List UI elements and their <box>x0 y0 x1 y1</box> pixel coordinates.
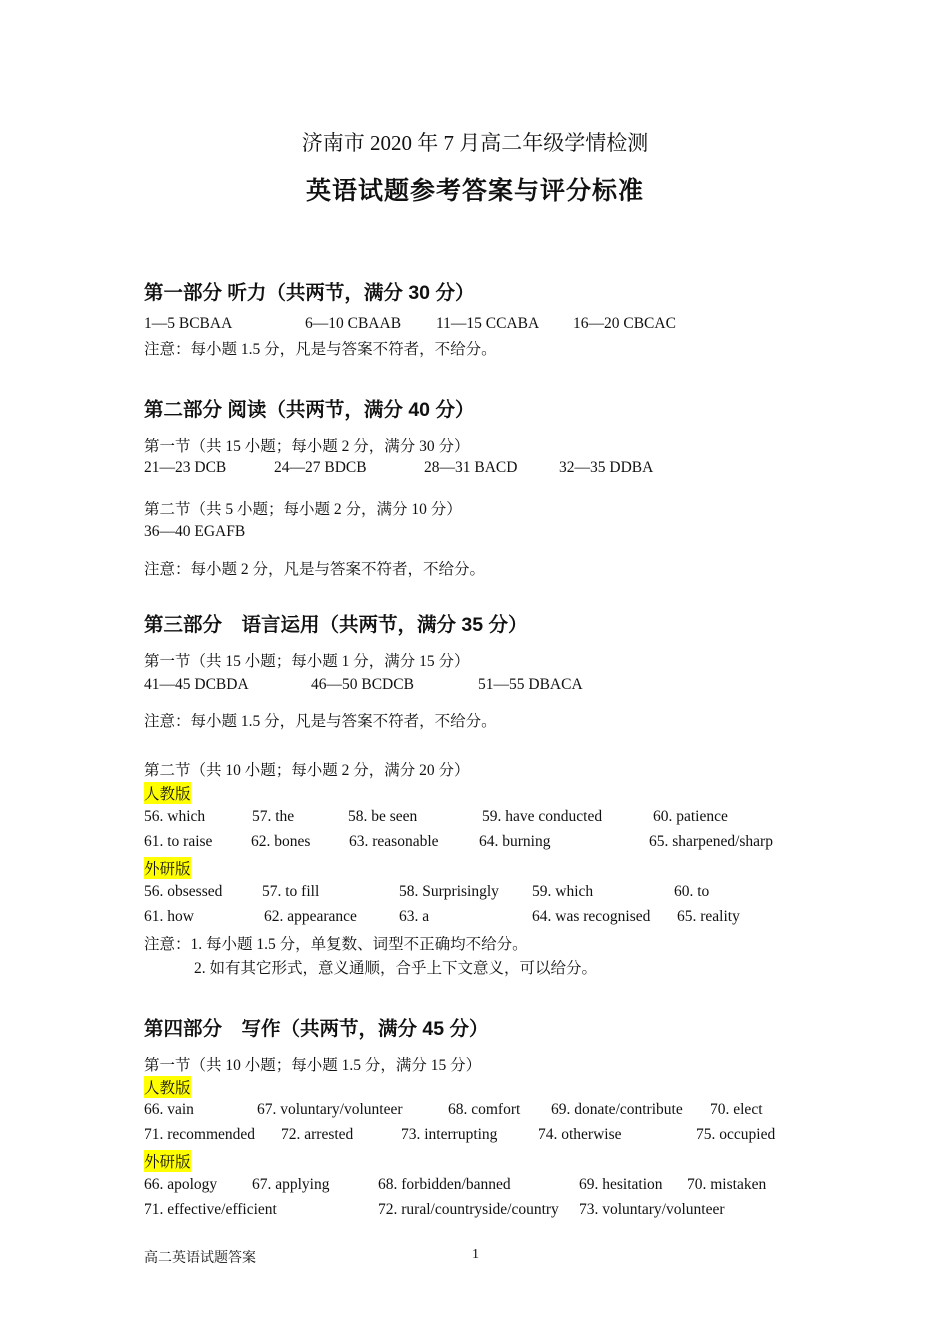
answer-item: 69. hesitation <box>579 1176 663 1193</box>
answer-item: 68. comfort <box>448 1101 521 1118</box>
answer-item: 59. have conducted <box>482 808 603 825</box>
part3-section1-title: 第一节（共 15 小题；每小题 1 分，满分 15 分） <box>144 653 470 670</box>
answer-item: 75. occupied <box>696 1126 776 1143</box>
document-subtitle: 英语试题参考答案与评分标准 <box>305 178 644 205</box>
answer-item: 56. which <box>144 808 206 825</box>
answer-item: 63. a <box>399 908 430 925</box>
answer-item: 58. Surprisingly <box>399 883 499 900</box>
part2-heading: 第二部分 阅读（共两节，满分 40 分） <box>144 399 475 421</box>
answer-item: 72. rural/countryside/country <box>378 1201 559 1218</box>
part2-answer: 28—31 BACD <box>424 459 518 476</box>
part1-answer: 16—20 CBCAC <box>573 315 676 332</box>
answer-item: 67. voluntary/volunteer <box>257 1101 403 1118</box>
answer-item: 69. donate/contribute <box>551 1101 683 1118</box>
waiyan-label: 外研版 <box>144 857 191 879</box>
part1-heading: 第一部分 听力（共两节，满分 30 分） <box>144 282 475 304</box>
part4-section1-title: 第一节（共 10 小题；每小题 1.5 分，满分 15 分） <box>144 1057 482 1074</box>
page-number: 1 <box>472 1247 479 1262</box>
part1-answer: 11—15 CCABA <box>436 315 540 332</box>
answer-item: 74. otherwise <box>538 1126 622 1143</box>
waiyan-label: 外研版 <box>144 1150 191 1172</box>
answer-item: 58. be seen <box>348 808 418 825</box>
renjiao-label: 人教版 <box>144 782 191 804</box>
part2-answer: 32—35 DDBA <box>559 459 654 476</box>
answer-item: 60. patience <box>653 808 728 825</box>
answer-item: 71. recommended <box>144 1126 256 1143</box>
part3-heading: 第三部分 语言运用（共两节，满分 35 分） <box>144 614 528 636</box>
answer-item: 57. the <box>252 808 295 825</box>
answer-item: 64. was recognised <box>532 908 651 925</box>
answer-item: 61. how <box>144 908 194 925</box>
part3-section1-note: 注意：每小题 1.5 分，凡是与答案不符者，不给分。 <box>144 713 497 730</box>
part1-answer: 1—5 BCBAA <box>144 315 233 332</box>
answer-item: 64. burning <box>479 833 551 850</box>
answer-item: 68. forbidden/banned <box>378 1176 511 1193</box>
part3-note-2: 2. 如有其它形式，意义通顺，合乎上下文意义，可以给分。 <box>194 960 598 977</box>
part3-answer: 51—55 DBACA <box>478 676 583 693</box>
document-title: 济南市 2020 年 7 月高二年级学情检测 <box>301 131 649 155</box>
answer-item: 61. to raise <box>144 833 213 850</box>
answer-item: 70. mistaken <box>687 1176 767 1193</box>
part3-answer: 41—45 DCBDA <box>144 676 249 693</box>
answer-item: 71. effective/efficient <box>144 1201 277 1218</box>
answer-item: 65. reality <box>677 908 740 925</box>
answer-item: 73. interrupting <box>401 1126 498 1143</box>
answer-item: 72. arrested <box>281 1126 354 1143</box>
answer-item: 70. elect <box>710 1101 763 1118</box>
answer-item: 66. vain <box>144 1101 194 1118</box>
answer-item: 57. to fill <box>262 883 320 900</box>
answer-item: 62. bones <box>251 833 311 850</box>
answer-item: 62. appearance <box>264 908 357 925</box>
answer-item: 56. obsessed <box>144 883 223 900</box>
part2-answer: 36—40 EGAFB <box>144 523 246 540</box>
answer-item: 67. applying <box>252 1176 330 1193</box>
part1-note: 注意：每小题 1.5 分，凡是与答案不符者，不给分。 <box>144 341 497 358</box>
part3-answer: 46—50 BCDCB <box>311 676 414 693</box>
part2-answer: 24—27 BDCB <box>274 459 367 476</box>
part1-answer: 6—10 CBAAB <box>305 315 402 332</box>
footer-label: 高二英语试题答案 <box>144 1251 256 1266</box>
answer-item: 66. apology <box>144 1176 218 1193</box>
part2-note: 注意：每小题 2 分，凡是与答案不符者，不给分。 <box>144 561 486 578</box>
part3-section2-title: 第二节（共 10 小题；每小题 2 分，满分 20 分） <box>144 762 470 779</box>
part2-answer: 21—23 DCB <box>144 459 227 476</box>
part2-section2-title: 第二节（共 5 小题；每小题 2 分，满分 10 分） <box>144 501 462 518</box>
answer-item: 65. sharpened/sharp <box>649 833 773 850</box>
answer-item: 63. reasonable <box>349 833 439 850</box>
part4-heading: 第四部分 写作（共两节，满分 45 分） <box>144 1018 489 1040</box>
answer-item: 73. voluntary/volunteer <box>579 1201 725 1218</box>
part2-section1-title: 第一节（共 15 小题；每小题 2 分，满分 30 分） <box>144 438 470 455</box>
part3-note-1: 注意：1. 每小题 1.5 分，单复数、词型不正确均不给分。 <box>144 936 528 953</box>
answer-item: 59. which <box>532 883 594 900</box>
answer-item: 60. to <box>674 883 710 900</box>
renjiao-label: 人教版 <box>144 1076 191 1098</box>
